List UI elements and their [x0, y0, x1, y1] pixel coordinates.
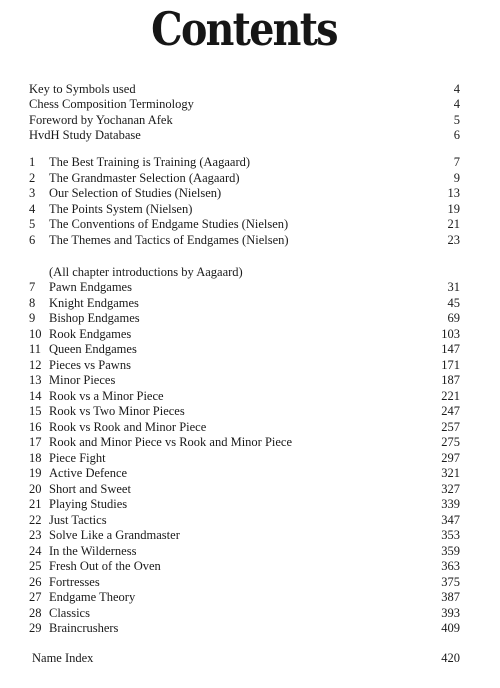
page-number: 9	[453, 170, 460, 185]
page-number: 69	[447, 311, 460, 325]
toc-entry	[0, 357, 500, 373]
page-number: 247	[441, 404, 460, 418]
page-number: 21	[447, 217, 460, 231]
toc-entry	[0, 589, 500, 605]
entry-title: Fresh Out of the Oven	[49, 559, 161, 573]
toc-entry	[0, 650, 500, 666]
page-title: Contents	[151, 2, 337, 56]
toc-entry	[0, 388, 500, 404]
entry-title: The Themes and Tactics of Endgames (Nielsen)	[49, 232, 289, 247]
chapter-number: 1	[29, 155, 36, 169]
entry-title: Rook vs a Minor Piece	[49, 388, 164, 403]
chapter-number: 8	[29, 295, 36, 310]
entry-title: Foreword by Yochanan Afek	[29, 112, 173, 127]
toc-entry	[0, 403, 500, 419]
chapter-number: 14	[29, 388, 42, 403]
page-number: 257	[441, 419, 460, 434]
page-number: 171	[441, 357, 460, 372]
chapter-number: 19	[29, 466, 42, 480]
chapter-number: 13	[29, 373, 42, 387]
page-number: 275	[441, 435, 460, 449]
toc-entry	[0, 154, 500, 170]
page-number: 23	[447, 232, 460, 247]
toc-entry	[0, 201, 500, 217]
chapter-number: 25	[29, 559, 42, 573]
entry-title: Just Tactics	[49, 512, 107, 527]
page-number: 147	[441, 342, 460, 356]
toc-entry	[0, 112, 500, 128]
toc-entry	[0, 450, 500, 466]
toc-entry	[0, 481, 500, 497]
toc-entry	[0, 465, 500, 481]
toc-entry	[0, 558, 500, 574]
chapter-number: 5	[29, 217, 36, 231]
chapter-number: 2	[29, 170, 36, 185]
entry-title: Key to Symbols used	[29, 82, 136, 96]
toc-entry	[0, 496, 500, 512]
toc-entry	[0, 185, 500, 201]
chapter-number: 3	[29, 186, 36, 200]
entry-title: Rook vs Two Minor Pieces	[49, 404, 185, 418]
chapter-number: 16	[29, 419, 42, 434]
toc-entry	[0, 326, 500, 342]
entry-title: Minor Pieces	[49, 373, 116, 387]
toc-entry	[0, 620, 500, 636]
page-number: 4	[453, 97, 460, 112]
page-number: 5	[453, 112, 460, 127]
chapter-number: 26	[29, 574, 42, 589]
page-number: 19	[447, 201, 460, 216]
chapter-number: 15	[29, 404, 42, 418]
chapter-number: 17	[29, 435, 42, 449]
entry-title: Pawn Endgames	[49, 280, 132, 294]
entry-title: Playing Studies	[49, 497, 128, 511]
entry-title: In the Wilderness	[49, 543, 137, 558]
toc-entry	[0, 170, 500, 186]
entry-title: HvdH Study Database	[29, 127, 141, 142]
chapter-number: 20	[29, 481, 42, 496]
chapter-number: 18	[29, 450, 42, 465]
toc-entry	[0, 279, 500, 295]
entry-title: Short and Sweet	[49, 481, 131, 496]
entry-title: Fortresses	[49, 574, 100, 589]
page-number: 347	[441, 512, 460, 527]
entry-title: Queen Endgames	[49, 342, 137, 356]
toc-entry	[0, 543, 500, 559]
entry-title: The Points System (Nielsen)	[49, 201, 193, 216]
page-number: 321	[441, 466, 460, 480]
entry-title: The Conventions of Endgame Studies (Nielsen)	[49, 217, 289, 231]
toc-entry	[0, 341, 500, 357]
chapter-number: 22	[29, 512, 42, 527]
toc-entry	[0, 574, 500, 590]
toc-entry	[0, 434, 500, 450]
page-number: 409	[441, 621, 460, 635]
entry-title: Our Selection of Studies (Nielsen)	[49, 186, 222, 200]
page-number: 31	[447, 280, 460, 294]
page-number: 7	[453, 155, 460, 169]
page-number: 387	[441, 590, 460, 604]
chapter-number: 7	[29, 280, 36, 294]
toc-entry	[0, 232, 500, 248]
page-number: 327	[441, 481, 460, 496]
chapter-number: 28	[29, 605, 42, 620]
chapter-number: 29	[29, 621, 42, 635]
entry-title: The Grandmaster Selection (Aagaard)	[49, 170, 240, 185]
page-number: 103	[441, 326, 460, 341]
chapter-number: 12	[29, 357, 42, 372]
chapter-number: 4	[29, 201, 36, 216]
entry-title: Rook Endgames	[49, 326, 132, 341]
page-number: 221	[441, 388, 460, 403]
toc-entry	[0, 295, 500, 311]
entry-title: Active Defence	[49, 466, 128, 480]
chapter-number: 23	[29, 528, 42, 542]
page-number: 420	[441, 651, 460, 665]
page-number: 363	[441, 559, 460, 573]
entry-title: Braincrushers	[49, 621, 119, 635]
page-number: 13	[447, 186, 460, 200]
toc-entry	[0, 605, 500, 621]
page-number: 187	[441, 373, 460, 387]
entry-title: Rook and Minor Piece vs Rook and Minor Piece	[49, 435, 293, 449]
page-number: 297	[441, 450, 460, 465]
chapter-number: 6	[29, 232, 36, 247]
toc-entry	[0, 512, 500, 528]
chapter-number: 21	[29, 497, 42, 511]
chapter-number: 11	[29, 342, 42, 356]
entry-title: Classics	[49, 605, 90, 620]
page-number: 45	[447, 295, 460, 310]
entry-title: Pieces vs Pawns	[49, 357, 131, 372]
toc-entry	[0, 216, 500, 232]
toc-entry	[0, 372, 500, 388]
toc-entry	[0, 419, 500, 435]
chapter-number: 9	[29, 311, 36, 325]
page-number: 6	[453, 127, 460, 142]
page-number: 375	[441, 574, 460, 589]
chapter-number: 10	[29, 326, 42, 341]
chapter-number: 27	[29, 590, 42, 604]
entry-title: Name Index	[32, 651, 94, 665]
page-number: 4	[453, 82, 460, 96]
page-number: 339	[441, 497, 460, 511]
page-number: 353	[441, 528, 460, 542]
page-number: 359	[441, 543, 460, 558]
entry-title: Piece Fight	[49, 450, 106, 465]
toc-entry	[0, 96, 500, 112]
entry-title: Knight Endgames	[49, 295, 139, 310]
toc-entry	[0, 127, 500, 143]
entry-title: The Best Training is Training (Aagaard)	[49, 155, 251, 169]
page-number: 393	[441, 605, 460, 620]
toc-entry	[0, 81, 500, 97]
entry-title: Solve Like a Grandmaster	[49, 528, 180, 542]
entry-title: Chess Composition Terminology	[29, 97, 194, 112]
entry-title: Endgame Theory	[49, 590, 136, 604]
chapter-number: 24	[29, 543, 42, 558]
chapters-note: (All chapter introductions by Aagaard)	[49, 265, 243, 279]
entry-title: Bishop Endgames	[49, 311, 140, 325]
toc-entry	[0, 310, 500, 326]
entry-title: Rook vs Rook and Minor Piece	[49, 419, 207, 434]
toc-entry	[0, 527, 500, 543]
